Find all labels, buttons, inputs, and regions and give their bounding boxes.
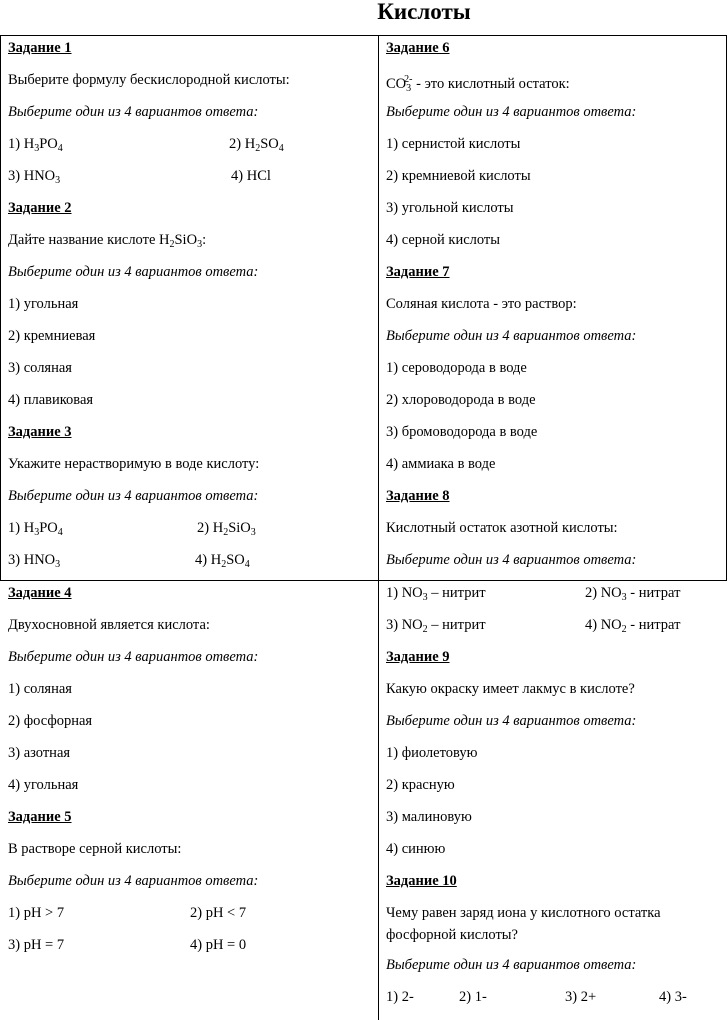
task-3-option-1[interactable]: 1) $H_3PO_4$ — [8, 520, 63, 538]
task-2-instruction: Выберите один из 4 вариантов ответа: — [8, 264, 259, 280]
task-1-option-4[interactable]: 4) HCl — [231, 168, 271, 184]
task-1-option-2[interactable]: 2) $H_2SO_4$ — [229, 136, 284, 154]
cell-top-left — [1, 32, 378, 576]
task-8-option-3[interactable]: 3) $NO_2$ – нитрит — [386, 617, 486, 635]
task-9-option-4[interactable]: 4) синюю — [386, 841, 446, 857]
task-5-option-1[interactable]: 1) pH > 7 — [8, 905, 65, 921]
task-1-instruction: Выберите один из 4 вариантов ответа: — [8, 104, 259, 120]
task-7-option-3[interactable]: 3) бромоводорода в воде — [386, 424, 538, 440]
task-3-option-4[interactable]: 4) $H_2SO_4$ — [195, 552, 250, 570]
task-4-option-4[interactable]: 4) угольная — [8, 777, 79, 793]
task-5-instruction: Выберите один из 4 вариантов ответа: — [8, 873, 259, 889]
task-5-question: В растворе серной кислоты: — [8, 841, 182, 857]
task-4-question: Двухосновной является кислота: — [8, 617, 210, 633]
task-9-instruction: Выберите один из 4 вариантов ответа: — [386, 713, 637, 729]
task-9-option-2[interactable]: 2) красную — [386, 777, 455, 793]
task-5-option-3[interactable]: 3) pH = 7 — [8, 937, 65, 953]
task-6-instruction: Выберите один из 4 вариантов ответа: — [386, 104, 637, 120]
task-2-option-1[interactable]: 1) угольная — [8, 296, 79, 312]
task-7-option-1[interactable]: 1) сероводорода в воде — [386, 360, 527, 376]
task-6-option-1[interactable]: 1) сернистой кислоты — [386, 136, 521, 152]
task-8-option-4[interactable]: 4) $NO_2$ - нитрат — [585, 617, 681, 635]
task-2-heading: Задание 2 — [8, 200, 72, 216]
task-3-options-row-1 — [8, 512, 371, 544]
task-4-option-3[interactable]: 3) азотная — [8, 745, 71, 761]
task-3-heading: Задание 3 — [8, 424, 72, 440]
task-2-option-4[interactable]: 4) плавиковая — [8, 392, 94, 408]
task-9-heading: Задание 9 — [386, 649, 450, 665]
task-10-option-1[interactable]: 1) 2- — [386, 989, 414, 1005]
task-5-options-row-1 — [8, 897, 371, 929]
task-6-option-3[interactable]: 3) угольной кислоты — [386, 200, 514, 216]
task-10-question: Чему равен заряд иона у кислотного остатка фосфорной кислоты? — [386, 905, 661, 943]
task-5-heading: Задание 5 — [8, 809, 72, 825]
task-1-option-1[interactable]: 1) $H_3PO_4$ — [8, 136, 63, 154]
task-6-question: $CO_3^{2-}$ - это кислотный остаток: — [386, 74, 570, 94]
task-8-options-row-2 — [386, 609, 720, 641]
task-3-question: Укажите нерастворимую в воде кислоту: — [8, 456, 260, 472]
task-3-option-3[interactable]: 3) $HNO_3$ — [8, 552, 61, 570]
task-4-option-1[interactable]: 1) соляная — [8, 681, 72, 697]
task-10-instruction: Выберите один из 4 вариантов ответа: — [386, 957, 637, 973]
cell-top-right — [379, 32, 727, 576]
task-5-option-2[interactable]: 2) pH < 7 — [190, 905, 247, 921]
task-10-heading: Задание 10 — [386, 873, 457, 889]
task-4-heading: Задание 4 — [8, 585, 72, 601]
task-10-options-row — [386, 981, 720, 1013]
task-5-options-row-2 — [8, 929, 371, 961]
task-7-question: Соляная кислота - это раствор: — [386, 296, 577, 312]
task-1-option-3[interactable]: 3) $HNO_3$ — [8, 168, 61, 186]
cell-bottom-right — [379, 577, 727, 1013]
task-8-instruction: Выберите один из 4 вариантов ответа: — [386, 552, 637, 568]
task-3-option-2[interactable]: 2) $H_2SiO_3$ — [197, 520, 256, 538]
task-10-option-2[interactable]: 2) 1- — [459, 989, 487, 1005]
task-9-question: Какую окраску имеет лакмус в кислоте? — [386, 681, 635, 697]
page-title: Кислоты — [377, 0, 471, 24]
task-1-options-row-1 — [8, 128, 371, 160]
task-1-heading: Задание 1 — [8, 40, 72, 56]
task-7-instruction: Выберите один из 4 вариантов ответа: — [386, 328, 637, 344]
task-9-option-1[interactable]: 1) фиолетовую — [386, 745, 478, 761]
task-5-option-4[interactable]: 4) pH = 0 — [190, 937, 247, 953]
task-2-question: Дайте название кислоте $H_2SiO_3$: — [8, 232, 207, 250]
task-7-option-4[interactable]: 4) аммиака в воде — [386, 456, 496, 472]
task-6-option-2[interactable]: 2) кремниевой кислоты — [386, 168, 531, 184]
task-2-option-2[interactable]: 2) кремниевая — [8, 328, 96, 344]
task-8-question: Кислотный остаток азотной кислоты: — [386, 520, 618, 536]
task-6-option-4[interactable]: 4) серной кислоты — [386, 232, 501, 248]
task-7-option-2[interactable]: 2) хлороводорода в воде — [386, 392, 536, 408]
task-9-option-3[interactable]: 3) малиновую — [386, 809, 472, 825]
task-6-heading: Задание 6 — [386, 40, 450, 56]
task-8-options-row-1 — [386, 577, 720, 609]
task-10-option-4[interactable]: 4) 3- — [659, 989, 687, 1005]
task-4-option-2[interactable]: 2) фосфорная — [8, 713, 93, 729]
task-1-options-row-2 — [8, 160, 371, 192]
task-3-options-row-2 — [8, 544, 371, 576]
task-4-instruction: Выберите один из 4 вариантов ответа: — [8, 649, 259, 665]
task-7-heading: Задание 7 — [386, 264, 450, 280]
cell-bottom-left — [1, 577, 378, 961]
task-10-option-3[interactable]: 3) 2+ — [565, 989, 597, 1005]
task-3-instruction: Выберите один из 4 вариантов ответа: — [8, 488, 259, 504]
task-1-question: Выберите формулу бескислородной кислоты: — [8, 72, 290, 88]
task-2-option-3[interactable]: 3) соляная — [8, 360, 72, 376]
task-8-option-2[interactable]: 2) $NO_3$ - нитрат — [585, 585, 681, 603]
task-8-heading: Задание 8 — [386, 488, 450, 504]
task-8-option-1[interactable]: 1) $NO_3$ – нитрит — [386, 585, 486, 603]
